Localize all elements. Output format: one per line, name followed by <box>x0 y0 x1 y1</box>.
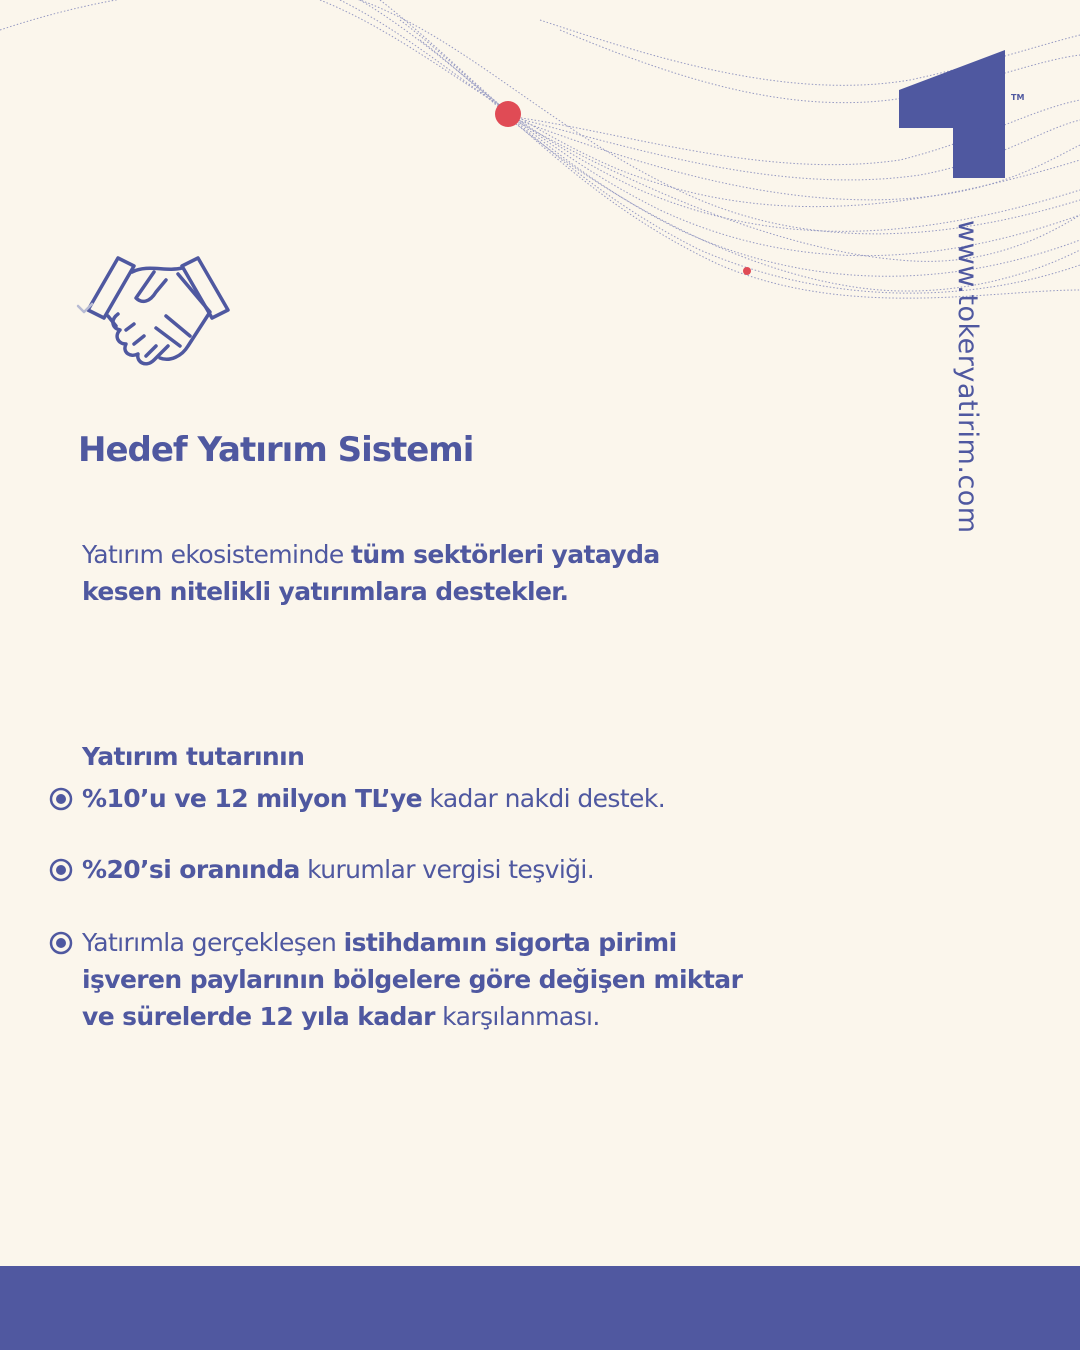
page-title: Hedef Yatırım Sistemi <box>78 430 474 470</box>
trademark-label: TM <box>1011 93 1025 102</box>
benefit-item-cash: %10’u ve 12 milyon TL’ye kadar nakdi destek. <box>82 784 666 813</box>
toker-logo-icon <box>895 50 1035 185</box>
website-url[interactable]: www.tokeryatirim.com <box>952 220 983 534</box>
footer-band <box>0 1266 1080 1350</box>
benefit-item-insurance: Yatırımla gerçekleşen istihdamın sigorta pirimi işveren paylarının bölgelere göre değişen miktar ve sürelerde 12 yıla kadar karşılanması. <box>82 928 743 1031</box>
handshake-icon <box>70 250 250 380</box>
red-dot-small <box>743 267 751 275</box>
bullet-radio-icon <box>49 858 73 882</box>
benefits-lead: Yatırım tutarının <box>82 742 305 771</box>
bullet-radio-icon <box>49 931 73 955</box>
benefit-item-tax: %20’si oranında kurumlar vergisi teşviği. <box>82 855 595 884</box>
bullet-radio-icon <box>49 787 73 811</box>
red-dot-large <box>495 101 521 127</box>
intro-text: Yatırım ekosisteminde tüm sektörleri yatayda kesen nitelikli yatırımlara destekler. <box>82 540 660 606</box>
